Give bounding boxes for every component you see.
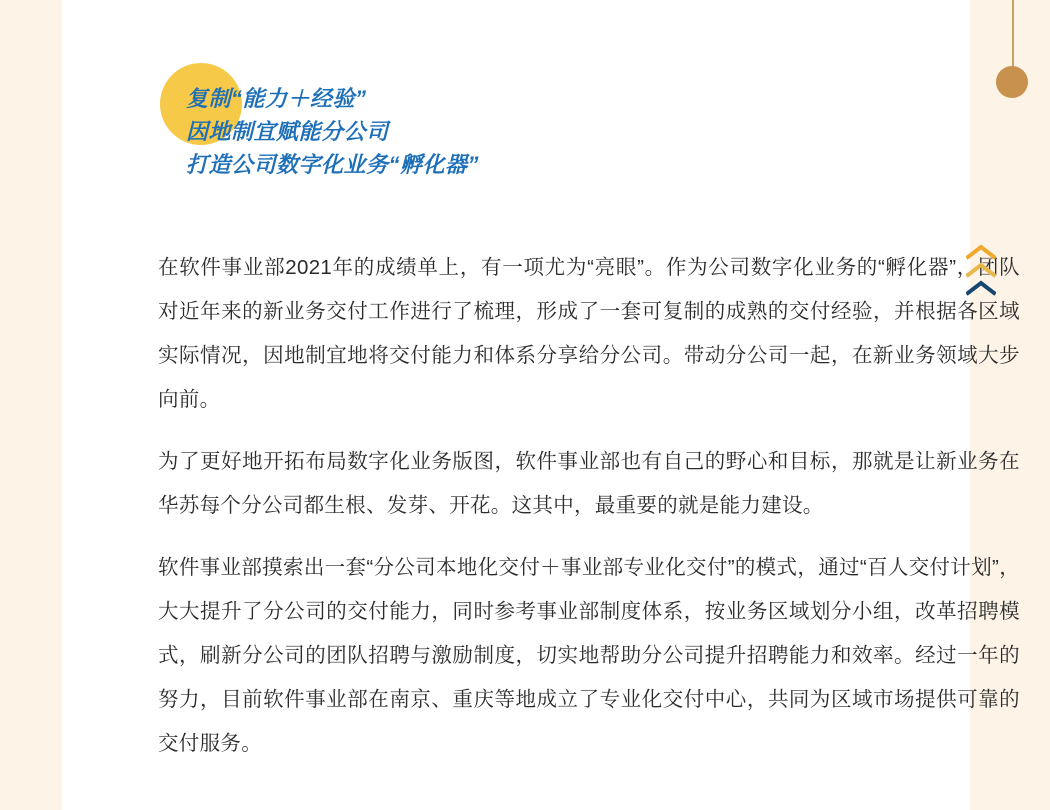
article-sheet bbox=[62, 0, 1020, 810]
paragraph-1: 在软件事业部2021年的成绩单上，有一项尤为“亮眼”。作为公司数字化业务的“孵化器”，团队对近年来的新业务交付工作进行了梳理，形成了一套可复制的成熟的交付经验，并根据各区域实际情况，因地制宜地将交付能力和体系分享给分公司。带动分公司一起，在新业务领域大步向前。 bbox=[158, 256, 1020, 411]
accent-line bbox=[1012, 0, 1014, 76]
article-title bbox=[186, 82, 886, 181]
title-line-2: 因地制宜赋能分公司 bbox=[186, 119, 389, 144]
accent-dot bbox=[996, 66, 1028, 98]
chevron-up-icon-3[interactable] bbox=[966, 280, 996, 296]
chevron-up-icon-2[interactable] bbox=[966, 262, 996, 278]
chevron-up-icon-1[interactable] bbox=[966, 244, 996, 260]
paragraph-2: 为了更好地开拓布局数字化业务版图，软件事业部也有自己的野心和目标，那就是让新业务在华苏每个分公司都生根、发芽、开花。这其中，最重要的就是能力建设。 bbox=[158, 450, 1020, 517]
title-line-1: 复制“能力＋经验” bbox=[186, 86, 367, 111]
paragraph-3: 软件事业部摸索出一套“分公司本地化交付＋事业部专业化交付”的模式，通过“百人交付计划”，大大提升了分公司的交付能力，同时参考事业部制度体系，按业务区域划分小组，改革招聘模式，刷新分公司的团队招聘与激励制度，切实地帮助分公司提升招聘能力和效率。经过一年的努力，目前软件事业部在南京、重庆等地成立了专业化交付中心，共同为区域市场提供可靠的交付服务。 bbox=[158, 556, 1020, 755]
article-body bbox=[158, 246, 1020, 784]
scroll-up-indicator[interactable] bbox=[966, 244, 1000, 314]
title-line-3: 打造公司数字化业务“孵化器” bbox=[186, 152, 480, 177]
